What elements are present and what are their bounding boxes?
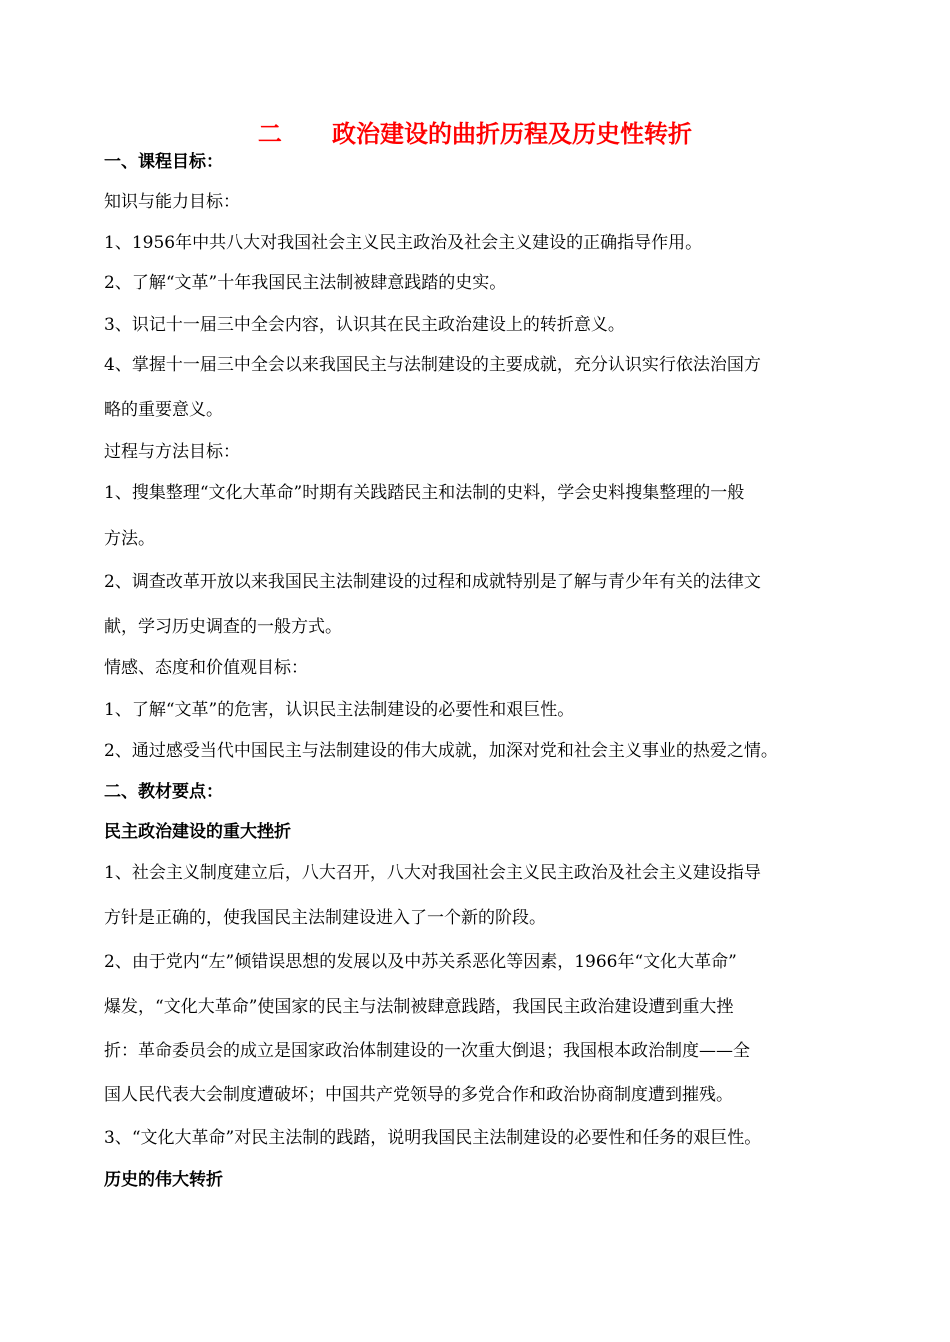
document-title: 二 政治建设的曲折历程及历史性转折 [257, 120, 693, 148]
section-heading-course-goals: 一、课程目标： [104, 152, 223, 172]
paragraph-line: 略的重要意义。 [104, 400, 223, 420]
subheading-great-turning-point: 历史的伟大转折 [104, 1170, 223, 1190]
paragraph-line: 1、搜集整理“文化大革命”时期有关践踏民主和法制的史料，学会史料搜集整理的一般 [104, 483, 745, 503]
paragraph-line: 1、了解“文革”的危害，认识民主法制建设的必要性和艰巨性。 [104, 700, 575, 720]
paragraph-line: 献，学习历史调查的一般方式。 [104, 617, 342, 637]
paragraph-line: 1、社会主义制度建立后，八大召开，八大对我国社会主义民主政治及社会主义建设指导 [104, 863, 761, 883]
subheading-knowledge-ability: 知识与能力目标： [104, 192, 240, 212]
paragraph-line: 折：革命委员会的成立是国家政治体制建设的一次重大倒退；我国根本政治制度——全 [104, 1041, 750, 1061]
subheading-emotion-values: 情感、态度和价值观目标： [104, 658, 308, 678]
paragraph-line: 方法。 [104, 529, 155, 549]
paragraph-line: 2、通过感受当代中国民主与法制建设的伟大成就，加深对党和社会主义事业的热爱之情。 [104, 741, 778, 761]
paragraph-line: 1、1956年中共八大对我国社会主义民主政治及社会主义建设的正确指导作用。 [104, 233, 703, 253]
paragraph-line: 2、由于党内“左”倾错误思想的发展以及中苏关系恶化等因素，1966年“文化大革命” [104, 952, 737, 972]
paragraph-line: 2、调查改革开放以来我国民主法制建设的过程和成就特别是了解与青少年有关的法律文 [104, 572, 761, 592]
paragraph-line: 方针是正确的，使我国民主法制建设进入了一个新的阶段。 [104, 908, 546, 928]
paragraph-line: 国人民代表大会制度遭破坏；中国共产党领导的多党合作和政治协商制度遭到摧残。 [104, 1085, 733, 1105]
paragraph-line: 3、“文化大革命”对民主法制的践踏，说明我国民主法制建设的必要性和任务的艰巨性。 [104, 1128, 762, 1148]
paragraph-line: 2、了解“文革”十年我国民主法制被肆意践踏的史实。 [104, 273, 507, 293]
section-heading-key-points: 二、教材要点： [104, 782, 223, 802]
paragraph-line: 爆发，“文化大革命”使国家的民主与法制被肆意践踏，我国民主政治建设遭到重大挫 [104, 997, 734, 1017]
subheading-major-setback: 民主政治建设的重大挫折 [104, 822, 291, 842]
paragraph-line: 4、掌握十一届三中全会以来我国民主与法制建设的主要成就，充分认识实行依法治国方 [104, 355, 761, 375]
subheading-process-method: 过程与方法目标： [104, 442, 240, 462]
paragraph-line: 3、识记十一届三中全会内容，认识其在民主政治建设上的转折意义。 [104, 315, 625, 335]
